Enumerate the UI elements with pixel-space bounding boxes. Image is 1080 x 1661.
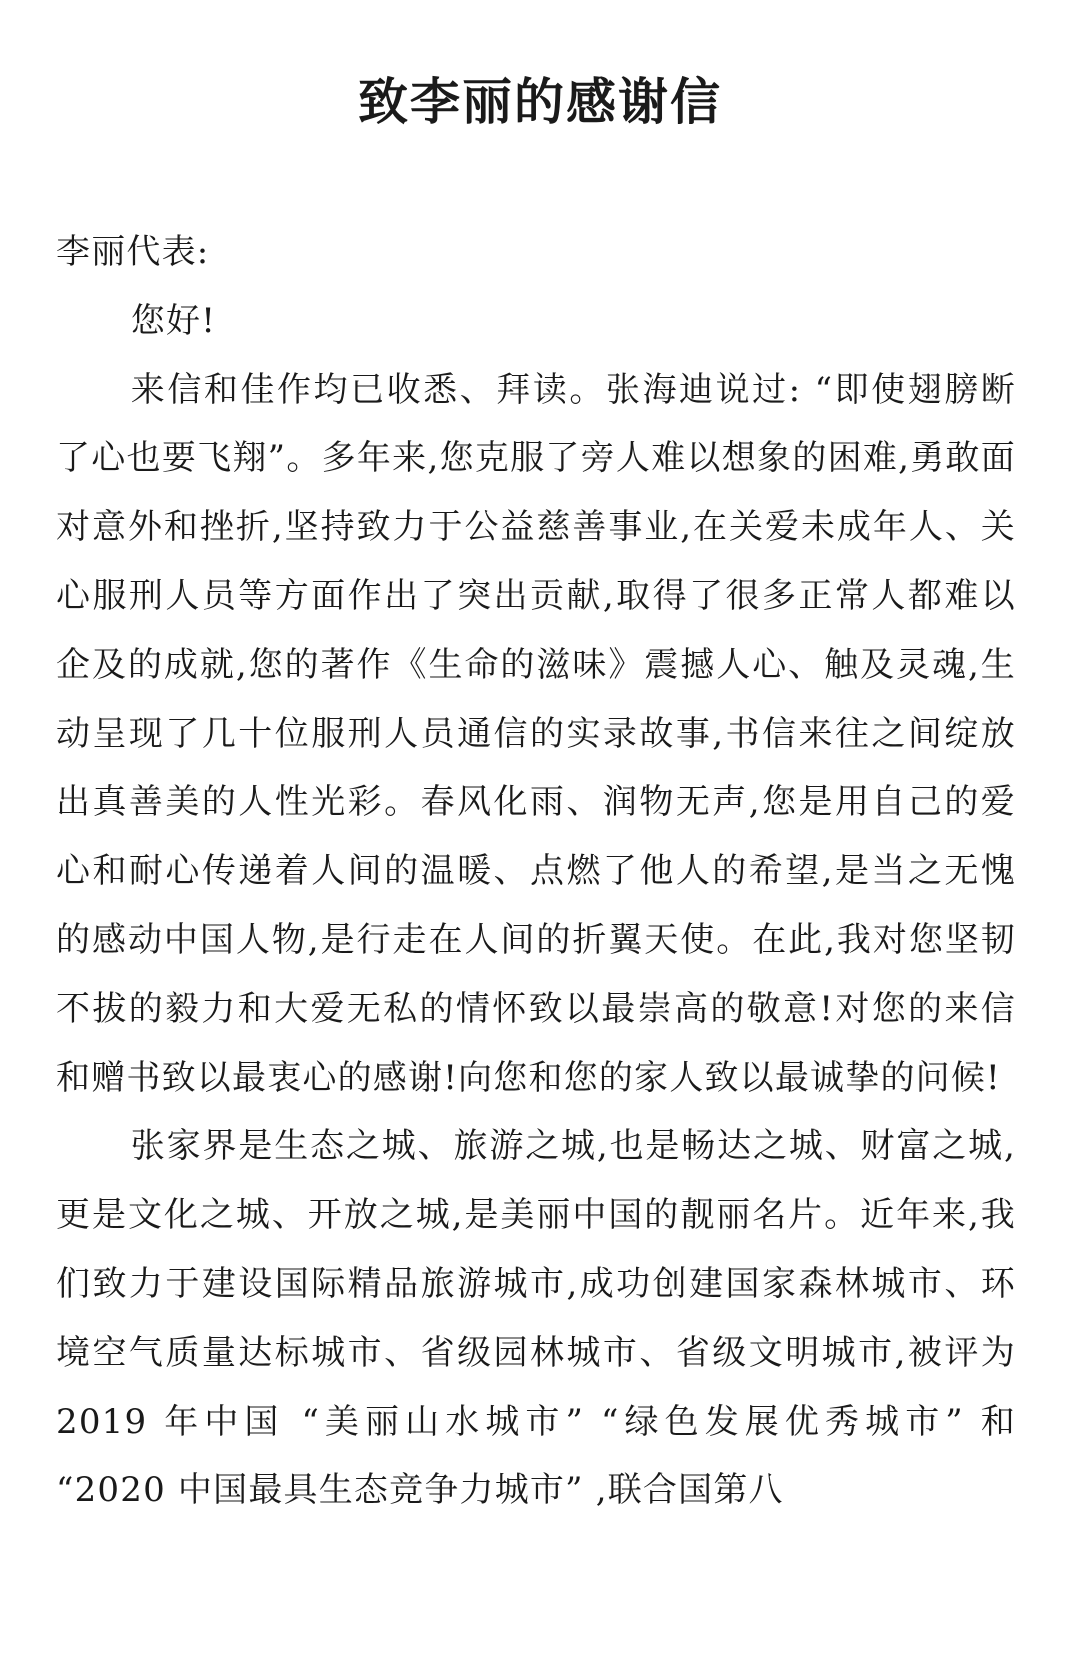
paragraph: 来信和佳作均已收悉、拜读。张海迪说过: “即使翅膀断了心也要飞翔”。多年来,您克服了旁人难以想象的困难,勇敢面对意外和挫折,坚持致力于公益慈善事业,在关爱未成年人、关心服刑人员等方面作出了突出贡献,取得了很多正常人都难以企及的成就,您的著作《生命的滋味》震撼人心、触及灵魂,生动呈现了几十位服刑人员通信的实录故事,书信来往之间绽放出真善美的人性光彩。春风化雨、润物无声,您是用自己的爱心和耐心传递着人间的温暖、点燃了他人的希望,是当之无愧的感动中国人物,是行走在人间的折翼天使。在此,我对您坚韧不拔的毅力和大爱无私的情怀致以最崇高的敬意!对您的来信和赠书致以最衷心的感谢!向您和您的家人致以最诚挚的问候! <box>56 369 1016 1098</box>
greeting: 您好! <box>130 300 217 341</box>
letter-body <box>56 218 1016 1525</box>
letter-title: 致李丽的感谢信 <box>358 73 722 131</box>
salutation: 李丽代表: <box>56 232 210 272</box>
paragraph: 张家界是生态之城、旅游之城,也是畅达之城、财富之城,更是文化之城、开放之城,是美丽中国的靓丽名片。近年来,我们致力于建设国际精品旅游城市,成功创建国家森林城市、环境空气质量达标城市、省级园林城市、省级文明城市,被评为 2019 年中国 “美丽山水城市” “绿色发展优秀城市” 和 “2020 中国最具生态竞争力城市” ,联合国第八 <box>56 1126 1016 1511</box>
